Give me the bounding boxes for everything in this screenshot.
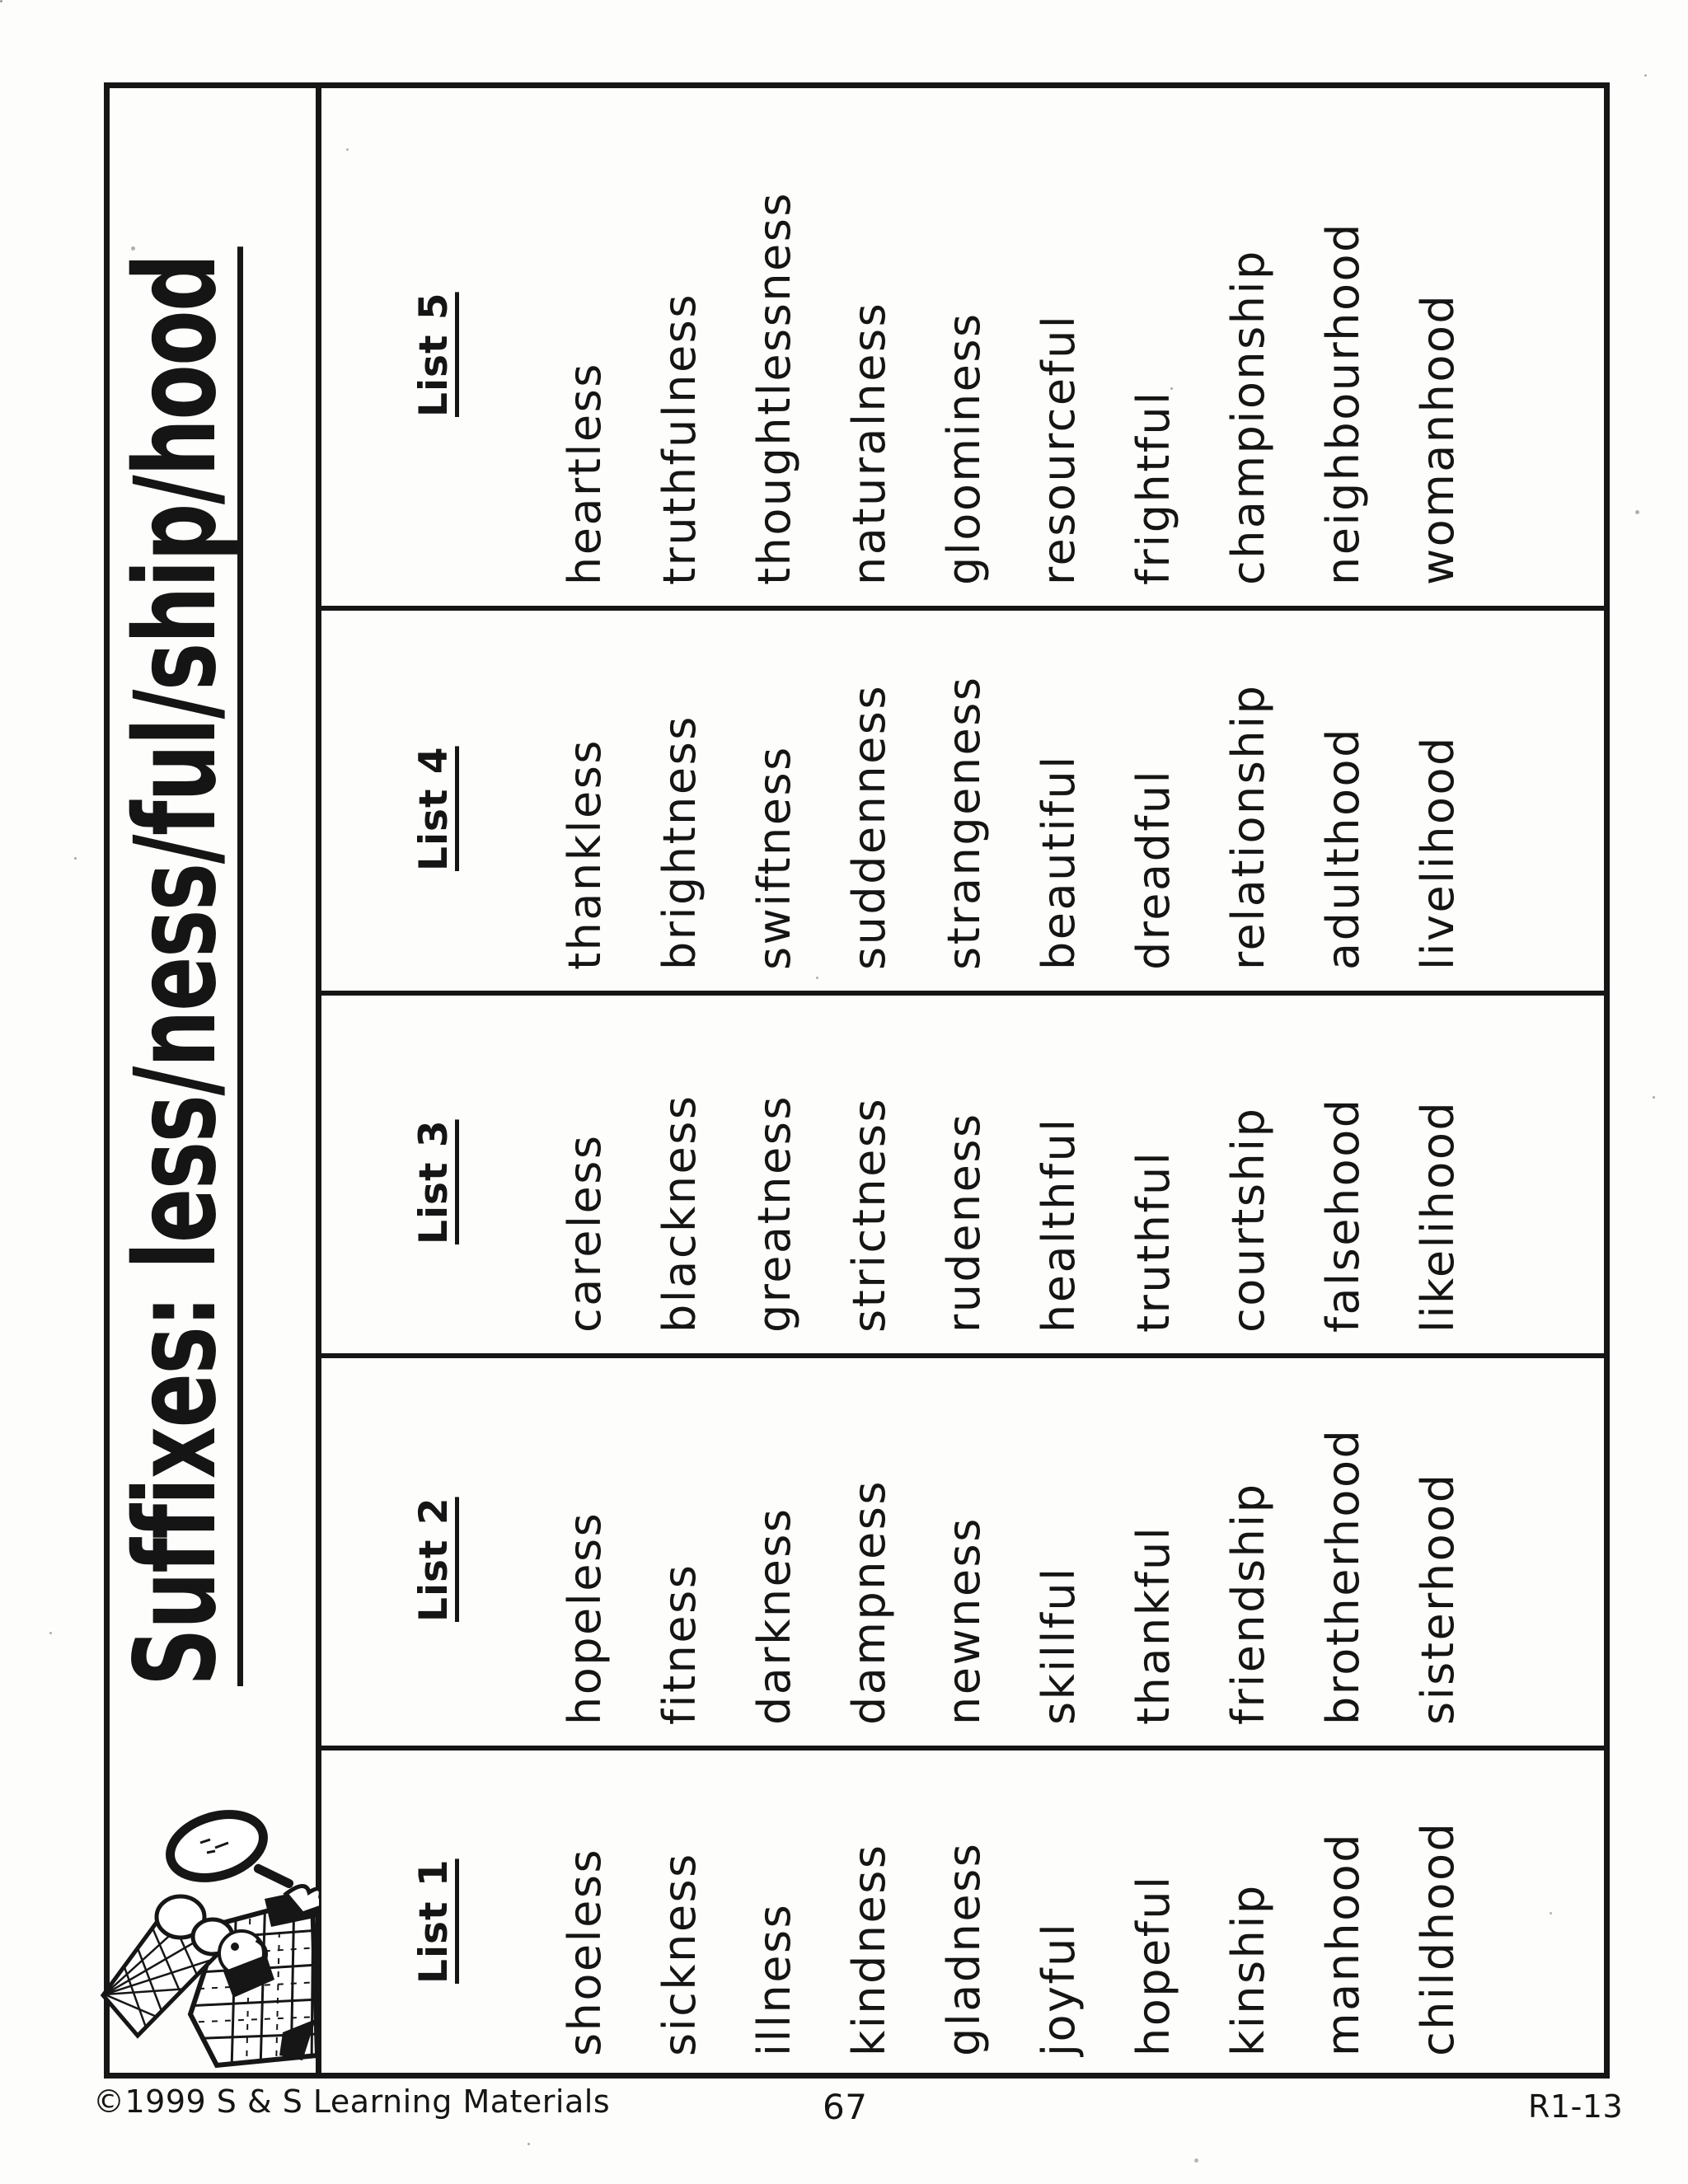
list-word: sickness	[654, 1852, 706, 2056]
list-word: beautiful	[1033, 754, 1085, 970]
list-word: brotherhood	[1317, 1427, 1369, 1725]
list-header-4: List 4	[411, 745, 457, 871]
list-word: championship	[1222, 249, 1274, 585]
list-word: hopeless	[559, 1511, 611, 1725]
page-title	[111, 79, 241, 1686]
footer-copyright: ©1999 S & S Learning Materials	[93, 2083, 611, 2120]
list-word: resourceful	[1033, 313, 1085, 585]
list-word: kinship	[1222, 1883, 1274, 2056]
list-word: illness	[748, 1902, 800, 2056]
list-word: strictness	[843, 1096, 895, 1333]
list-word: gladness	[938, 1841, 990, 2056]
list-word: truthful	[1128, 1150, 1179, 1333]
list-word: kindness	[843, 1843, 895, 2056]
list-word: fitness	[654, 1563, 706, 1725]
list-word: newness	[938, 1516, 990, 1725]
list-word: childhood	[1412, 1821, 1464, 2056]
list-word: suddenness	[843, 683, 895, 970]
list-word: careless	[559, 1133, 611, 1333]
list-word: livelihood	[1412, 735, 1464, 970]
footer-code: R1-13	[1528, 2088, 1624, 2125]
list-word: sisterhood	[1412, 1472, 1464, 1725]
list-word: blackness	[654, 1094, 706, 1333]
list-word: swiftness	[748, 745, 800, 970]
list-word: hopeful	[1128, 1874, 1179, 2056]
list-word: relationship	[1222, 683, 1274, 970]
list-word: dampness	[843, 1479, 895, 1725]
footer-page-number: 67	[823, 2087, 868, 2127]
list-word: shoeless	[559, 1847, 611, 2056]
list-word: manhood	[1317, 1832, 1369, 2056]
list-word: strangeness	[938, 675, 990, 970]
list-word: healthful	[1033, 1117, 1085, 1333]
list-header-2: List 2	[411, 1497, 457, 1622]
list-word: thankless	[559, 738, 611, 970]
list-word: frightful	[1128, 390, 1179, 585]
list-word: friendship	[1222, 1482, 1274, 1725]
list-header-5: List 5	[411, 291, 457, 417]
list-word: dreadful	[1128, 768, 1179, 970]
list-word: thoughtlessness	[748, 190, 800, 585]
list-word: gloominess	[938, 312, 990, 585]
list-header-3: List 3	[411, 1119, 457, 1244]
list-word: adulthood	[1317, 727, 1369, 970]
list-word: falsehood	[1317, 1097, 1369, 1333]
list-word: naturalness	[843, 301, 895, 585]
list-word: rudeness	[938, 1112, 990, 1333]
list-word: joyful	[1033, 1921, 1085, 2056]
list-word: thankful	[1128, 1525, 1179, 1725]
list-word: brightness	[654, 715, 706, 970]
list-word: courtship	[1222, 1106, 1274, 1333]
list-word: greatness	[748, 1094, 800, 1333]
list-word: truthfulness	[654, 293, 706, 585]
list-word: womanhood	[1412, 293, 1464, 585]
scan-speckles	[0, 0, 2, 2]
list-word: heartless	[559, 362, 611, 585]
list-word: neighbourhood	[1317, 222, 1369, 585]
detective-illustration	[95, 1678, 319, 2072]
list-word: skillful	[1033, 1566, 1085, 1725]
list-word: likelihood	[1412, 1099, 1464, 1333]
page-title-text: Suffixes: less/ness/ful/ship/hood	[115, 246, 243, 1686]
list-header-1: List 1	[411, 1858, 457, 1984]
list-word: darkness	[748, 1507, 800, 1725]
